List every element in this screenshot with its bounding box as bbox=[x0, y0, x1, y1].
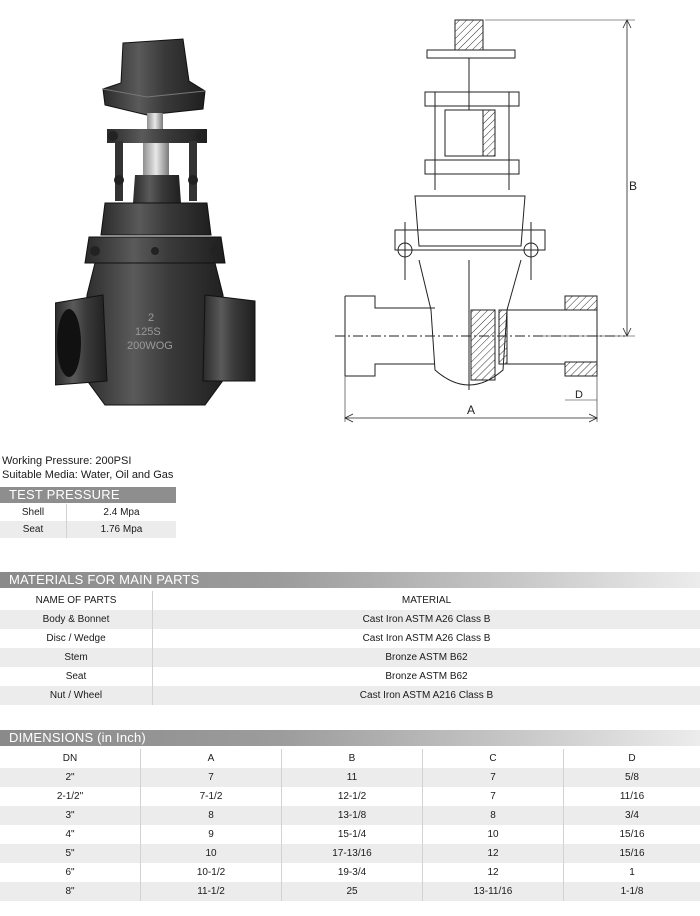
dim-cell: 9 bbox=[141, 825, 282, 844]
test-label-shell: Shell bbox=[21, 507, 45, 518]
table-row bbox=[0, 806, 700, 825]
valve-technical-drawing bbox=[335, 10, 655, 430]
dim-cell: 11-1/2 bbox=[141, 882, 282, 901]
table-row bbox=[0, 521, 176, 538]
body-class-mark: 125S bbox=[135, 326, 161, 338]
suitable-media-text: Suitable Media: Water, Oil and Gas bbox=[2, 469, 174, 481]
part-material: Cast Iron ASTM A216 Class B bbox=[153, 686, 700, 705]
dim-cell: 3" bbox=[0, 806, 141, 825]
table-row bbox=[0, 686, 700, 705]
dim-cell: 7 bbox=[423, 787, 564, 806]
dim-cell: 19-3/4 bbox=[282, 863, 423, 882]
test-value-seat: 1.76 Mpa bbox=[67, 521, 177, 538]
dim-cell: 12-1/2 bbox=[282, 787, 423, 806]
table-row bbox=[0, 749, 700, 768]
table-row bbox=[0, 768, 700, 787]
dim-cell: 4" bbox=[65, 829, 75, 840]
dim-cell: 11/16 bbox=[564, 787, 700, 806]
valve-photo bbox=[55, 25, 265, 415]
dim-cell: 8 bbox=[141, 806, 282, 825]
dim-header-b: B bbox=[282, 749, 423, 768]
table-row bbox=[0, 863, 700, 882]
table-row bbox=[0, 504, 176, 521]
part-material: Cast Iron ASTM A26 Class B bbox=[153, 629, 700, 648]
dim-header-a: A bbox=[141, 749, 282, 768]
bonnet bbox=[85, 175, 225, 263]
dim-cell: 10 bbox=[141, 844, 282, 863]
working-pressure-text: Working Pressure: 200PSI bbox=[2, 455, 132, 467]
test-pressure-table bbox=[0, 504, 176, 538]
handwheel bbox=[103, 39, 205, 115]
dim-cell: 5" bbox=[0, 844, 141, 863]
part-name: Body & Bonnet bbox=[0, 610, 153, 629]
dim-cell: 13-1/8 bbox=[282, 806, 423, 825]
dim-cell: 10 bbox=[423, 825, 564, 844]
body-pressure-mark: 200WOG bbox=[127, 340, 173, 352]
dim-cell: 13-11/16 bbox=[423, 882, 564, 901]
dim-cell: 7 bbox=[423, 768, 564, 787]
table-row bbox=[0, 825, 700, 844]
dimensions-title: DIMENSIONS (in Inch) bbox=[0, 730, 700, 746]
dim-header-dn: DN bbox=[62, 753, 78, 764]
dimension-b-label: B bbox=[629, 179, 638, 193]
part-name: Nut / Wheel bbox=[0, 686, 153, 705]
table-row bbox=[0, 629, 700, 648]
dim-cell: 11 bbox=[282, 768, 423, 787]
test-pressure-title: TEST PRESSURE bbox=[0, 487, 176, 503]
table-row bbox=[0, 787, 700, 806]
test-value-shell: 2.4 Mpa bbox=[67, 504, 177, 521]
part-material: Bronze ASTM B62 bbox=[153, 667, 700, 686]
dim-cell: 2" bbox=[0, 768, 141, 787]
body-size-mark: 2 bbox=[148, 312, 155, 324]
table-row bbox=[0, 882, 700, 901]
dim-cell: 12 bbox=[423, 863, 564, 882]
dim-header-d: D bbox=[564, 749, 700, 768]
table-row bbox=[0, 610, 700, 629]
part-name: Disc / Wedge bbox=[46, 633, 106, 644]
dim-cell: 2-1/2" bbox=[56, 791, 84, 802]
table-row bbox=[0, 667, 700, 686]
valve-body bbox=[55, 263, 255, 405]
part-name: Seat bbox=[65, 671, 87, 682]
table-row bbox=[0, 591, 700, 610]
dimension-a-label: A bbox=[467, 403, 476, 417]
dim-cell: 17-13/16 bbox=[282, 844, 423, 863]
test-label-seat: Seat bbox=[0, 521, 67, 538]
dim-cell: 8" bbox=[0, 882, 141, 901]
dim-cell: 1-1/8 bbox=[564, 882, 700, 901]
dim-cell: 10-1/2 bbox=[141, 863, 282, 882]
dim-header-c: C bbox=[423, 749, 564, 768]
dim-cell: 5/8 bbox=[564, 768, 700, 787]
dim-cell: 15/16 bbox=[564, 825, 700, 844]
dim-cell: 3/4 bbox=[564, 806, 700, 825]
part-name: Stem bbox=[0, 648, 153, 667]
dim-cell: 8 bbox=[423, 806, 564, 825]
dim-cell: 15-1/4 bbox=[282, 825, 423, 844]
dim-cell: 15/16 bbox=[564, 844, 700, 863]
table-row bbox=[0, 844, 700, 863]
materials-header-material: MATERIAL bbox=[153, 591, 700, 610]
materials-header-name: NAME OF PARTS bbox=[35, 595, 117, 606]
dim-cell: 6" bbox=[65, 867, 75, 878]
materials-table bbox=[0, 591, 700, 705]
materials-title: MATERIALS FOR MAIN PARTS bbox=[0, 572, 700, 588]
part-material: Bronze ASTM B62 bbox=[153, 648, 700, 667]
dimensions-table bbox=[0, 749, 700, 901]
dim-cell: 7-1/2 bbox=[141, 787, 282, 806]
dim-cell: 7 bbox=[141, 768, 282, 787]
dim-cell: 12 bbox=[423, 844, 564, 863]
part-material: Cast Iron ASTM A26 Class B bbox=[153, 610, 700, 629]
dim-cell: 25 bbox=[282, 882, 423, 901]
dimension-d-label: D bbox=[575, 389, 583, 401]
dim-cell: 1 bbox=[564, 863, 700, 882]
table-row bbox=[0, 648, 700, 667]
